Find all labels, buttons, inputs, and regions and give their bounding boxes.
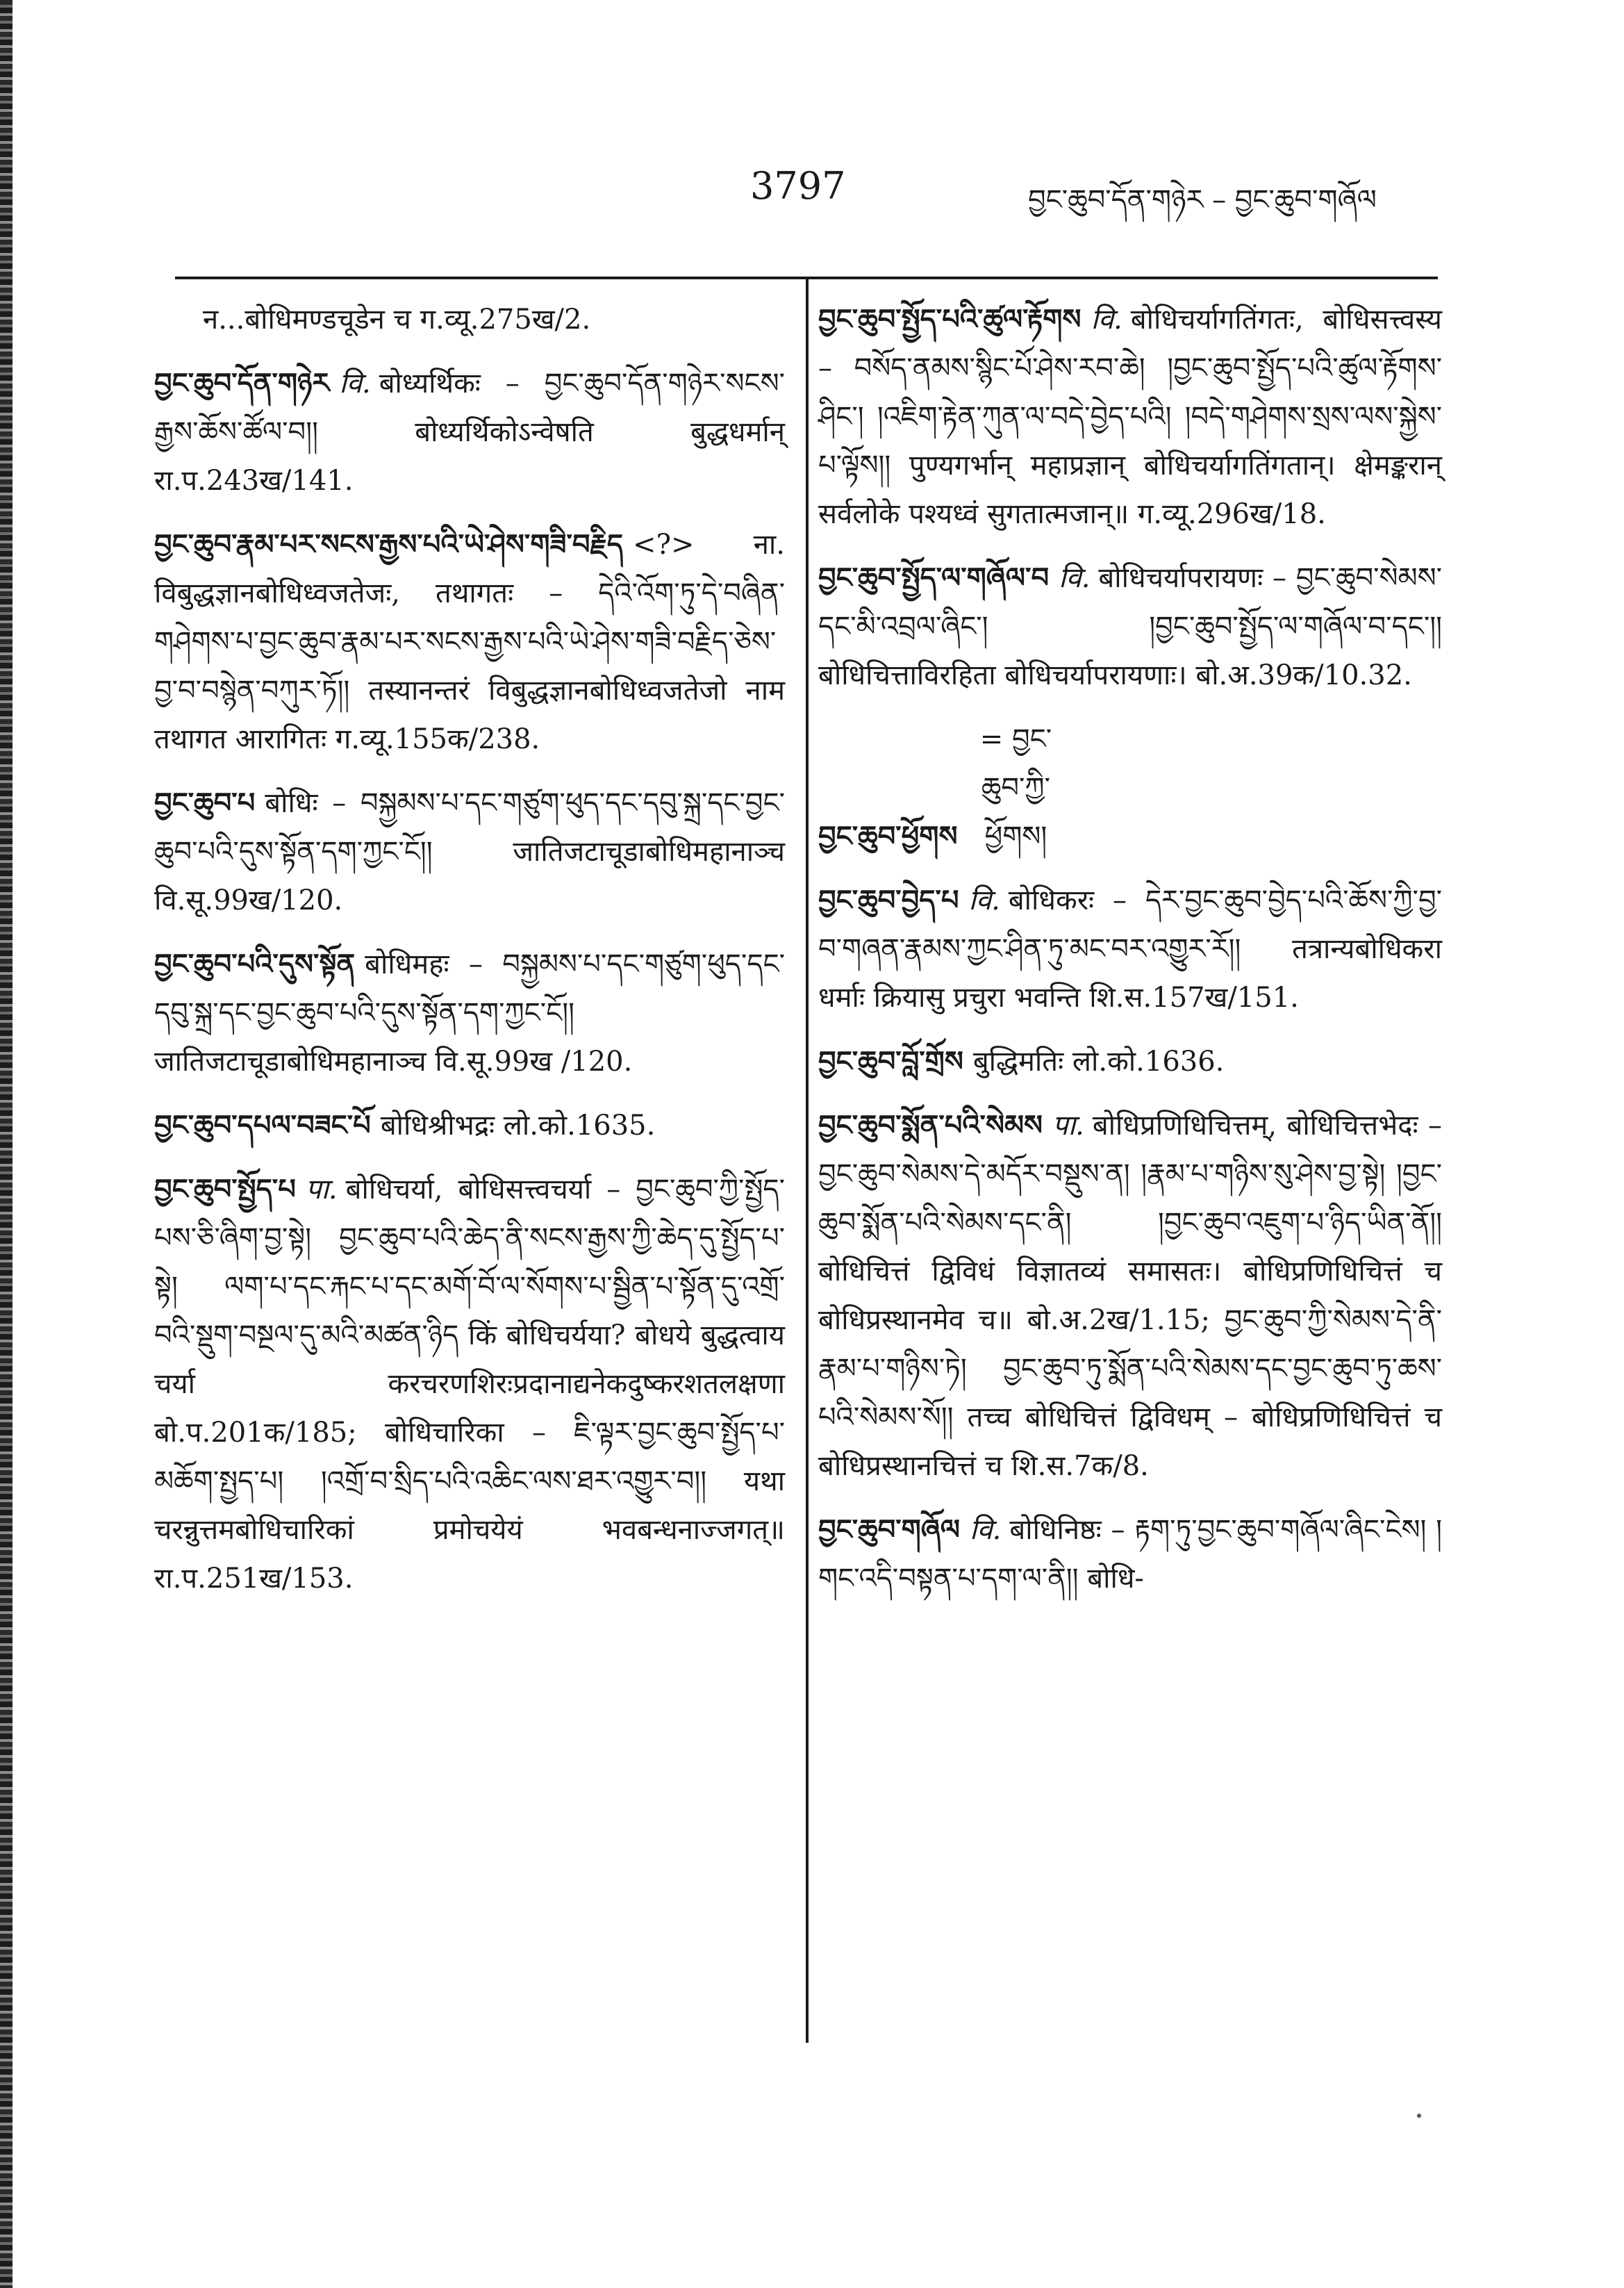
entry-text: बोधिः – བསྐྱམས་པ་དང་གཙུག་ཕུད་དང་དབུ་སྐྲ་དང་བྱང་ཆུབ་པའི་དུས་སྟོན་དག་ཀྱང་ངོ།། जातिजटाचूडाबोधिमहानाञ्च वि.सू.99ख/120. [154, 787, 785, 916]
entry-headword: བྱང་ཆུབ་བློ་གྲོས [818, 1045, 963, 1078]
running-head: བྱང་ཆུབ་དོན་གཉེར – བྱང་ཆུབ་གཞོལ [1028, 184, 1377, 216]
entry-grammar: वि. [968, 884, 1000, 916]
dictionary-entry [154, 940, 785, 1086]
entry-headword: བྱང་ཆུབ་དཔལ་བཟང་པོ [154, 1109, 371, 1142]
entry-grammar: वि. [1091, 304, 1122, 336]
entry-grammar: पा. [305, 1174, 338, 1205]
entry-text: न...बोधिमण्डचूडेन च ग.व्यू.275ख/2. [203, 304, 591, 336]
entry-text: <?> ना. विबुद्धज्ञानबोधिध्वजतेजः, तथागतः – དེའི་འོག་ཏུ་དེ་བཞིན་གཤེགས་པ་བྱང་ཆུབ་རྣམ་པར་སངས་རྒྱས་པའི་ཡེ་ཤེས་གཟི་བརྗིད་ཅེས་བྱ་བ་བསྙེན་བཀུར་ཏོ།། तस्यानन्तरं विबुद्धज्ञानबोधिध्वजतेजो नाम तथागत आरागितः ग.व्यू.155क/238. [154, 529, 785, 755]
entry-text: बोधिश्रीभद्रः लो.को.1635. [380, 1110, 656, 1142]
dictionary-entry [818, 1037, 1442, 1086]
entry-text: बोधिचर्यापरायणः – བྱང་ཆུབ་སེམས་དང་མི་འབྲལ་ཞིང་། །བྱང་ཆུབ་སྤྱོད་ལ་གཞོལ་བ་དང་།། बोधिचित्ताविरहिता बोधिचर्यापरायणाः। बो.अ.39क/10.32. [818, 562, 1442, 691]
entry-headword: བྱང་ཆུབ་བྱེད་པ [818, 884, 959, 916]
stray-ink-dot [1417, 2114, 1421, 2118]
column-divider [806, 278, 809, 2043]
entry-headword: བྱང་ཆུབ་པའི་དུས་སྟོན [154, 948, 356, 980]
dictionary-entry [818, 1101, 1442, 1490]
entry-grammar: पा. [1052, 1110, 1084, 1142]
entry-text: बोधिप्रणिधिचित्तम्, बोधिचित्तभेदः – བྱང་ཆུབ་སེམས་དེ་མདོར་བསྡུས་ན། །རྣམ་པ་གཉིས་སུ་ཤེས་བྱ་སྟེ། །བྱང་ཆུབ་སྨོན་པའི་སེམས་དང་ནི། །བྱང་ཆུབ་འཇུག་པ་ཉིད་ཡིན་ནོ།། बोधिचित्तं द्विविधं विज्ञातव्यं समासतः। बोधिप्रणिधिचित्तं च बोधिप्रस्थानमेव च॥ बो.अ.2ख/1.15; བྱང་ཆུབ་ཀྱི་སེམས་དེ་ནི་རྣམ་པ་གཉིས་ཏེ། བྱང་ཆུབ་ཏུ་སྨོན་པའི་སེམས་དང་བྱང་ཆུབ་ཏུ་ཆས་པའི་སེམས་སོ།། तच्च बोधिचित्तं द्विविधम् – बोधिप्रणिधिचित्तं च बोधिप्रस्थानचित्तं च शि.स.7क/8. [818, 1110, 1442, 1482]
dictionary-entry [154, 520, 785, 764]
entry-headword: བྱང་ཆུབ་རྣམ་པར་སངས་རྒྱས་པའི་ཡེ་ཤེས་གཟི་བརྗིད [154, 528, 624, 561]
entry-text: बोधिनिष्ठः – རྟག་ཏུ་བྱང་ཆུབ་གཞོལ་ཞིང་ངེས། །གང་འདི་བསྟན་པ་དག་ལ་ནི།། बोधि- [818, 1514, 1442, 1595]
entry-grammar: वि. [970, 1514, 1002, 1546]
cross-reference: = བྱང་ཆུབ་ཀྱི་ཕྱོགས། [979, 723, 1052, 853]
dictionary-entry [154, 295, 785, 344]
entry-grammar: वि. [1059, 562, 1091, 594]
dictionary-entry [154, 779, 785, 925]
dictionary-entry [154, 1101, 785, 1150]
dictionary-entry [154, 359, 785, 505]
entry-headword: བྱང་ཆུབ་སྤྱོད་ལ་གཞོལ་བ [818, 561, 1050, 594]
entry-headword: བྱང་ཆུབ་སྤྱོད་པ [154, 1173, 296, 1205]
dictionary-entry [818, 554, 1442, 700]
dictionary-entry [818, 876, 1442, 1022]
entry-headword: བྱང་ཆུབ་གཞོལ [818, 1513, 961, 1546]
left-column [154, 295, 785, 1618]
dictionary-entry [154, 1165, 785, 1603]
right-column [818, 295, 1442, 1618]
scan-edge [0, 0, 13, 2288]
entry-headword: བྱང་ཆུབ་སྨོན་པའི་སེམས [818, 1109, 1043, 1142]
entry-text: बुद्धिमतिः लो.को.1636. [972, 1046, 1225, 1078]
entry-text: बोधिचर्यागतिंगतः, बोधिसत्त्वस्य – བསོད་ནམས་སྙིང་པོ་ཤེས་རབ་ཆེ། །བྱང་ཆུབ་སྤྱོད་པའི་ཚུལ་རྟོགས་ཤིང་། །འཇིག་རྟེན་ཀུན་ལ་བདེ་བྱེད་པའི། །བདེ་གཤེགས་སྲས་ལས་སྐྱེས་པ་ལྟོས།། पुण्यगर्भान् महाप्रज्ञान् बोधिचर्यागतिंगतान्। क्षेमङ्करान् सर्वलोके पश्यध्वं सुगतात्मजान्॥ ग.व्यू.296ख/18. [818, 304, 1442, 530]
entry-grammar: वि. [339, 368, 371, 400]
dictionary-entry [818, 715, 1442, 861]
dictionary-entry [818, 295, 1442, 538]
entry-headword: བྱང་ཆུབ་ཕྱོགས [818, 820, 958, 853]
page-number: 3797 [750, 164, 846, 208]
entry-headword: བྱང་ཆུབ་དོན་གཉེར [154, 367, 330, 400]
entry-text: बोधिकरः – དེར་བྱང་ཆུབ་བྱེད་པའི་ཆོས་ཀྱི་བྱ་བ་གཞན་རྣམས་ཀྱང་ཤིན་ཏུ་མང་བར་འགྱུར་རོ།། तत्रान्यबोधिकरा धर्माः क्रियासु प्रचुरा भवन्ति शि.स.157ख/151. [818, 884, 1442, 1014]
entry-text: बोध्यर्थिकः – བྱང་ཆུབ་དོན་གཉེར་སངས་རྒྱས་ཆོས་ཚོལ་བ།། बोध्यर्थिकोऽन्वेषति बुद्धधर्मान् रा.प.243ख/141. [154, 368, 785, 497]
entry-headword: བྱང་ཆུབ་སྤྱོད་པའི་ཚུལ་རྟོགས [818, 303, 1082, 336]
entry-headword: བྱང་ཆུབ་པ [154, 787, 256, 819]
entry-text: बोधिचर्या, बोधिसत्त्वचर्या – བྱང་ཆུབ་ཀྱི་སྤྱོད་པས་ཅི་ཞིག་བྱ་སྟེ། བྱང་ཆུབ་པའི་ཆེད་ནི་སངས་རྒྱས་ཀྱི་ཆེད་དུ་སྤྱོད་པ་སྟེ། ལག་པ་དང་རྐང་པ་དང་མགོ་བོ་ལ་སོགས་པ་སྦྱིན་པ་སྟོན་དུ་འགྲོ་བའི་སྡུག་བསྔལ་དུ་མའི་མཚན་ཉིད किं बोधिचर्यया? बोधये बुद्धत्वाय चर्या करचरणशिरःप्रदानाद्यनेकदुष्करशतलक्षणा बो.प.201क/185; बोधिचारिका – ཇི་ལྟར་བྱང་ཆུབ་སྤྱོད་པ་མཆོག་སྤྱད་པ། །འགྲོ་བ་སྲིད་པའི་འཆིང་ལས་ཐར་འགྱུར་བ།། यथा चरन्नुत्तमबोधिचारिकां प्रमोचयेयं भवबन्धनाज्जगत्॥ रा.प.251ख/153. [154, 1174, 785, 1595]
dictionary-entry [818, 1506, 1442, 1603]
entry-text: बोधिमहः – བསྐྱམས་པ་དང་གཙུག་ཕུད་དང་དབུ་སྐྲ་དང་བྱང་ཆུབ་པའི་དུས་སྟོན་དག་ཀྱང་ངོ།། जातिजटाचूडाबोधिमहानाञ्च वि.सू.99ख /120. [154, 948, 785, 1078]
